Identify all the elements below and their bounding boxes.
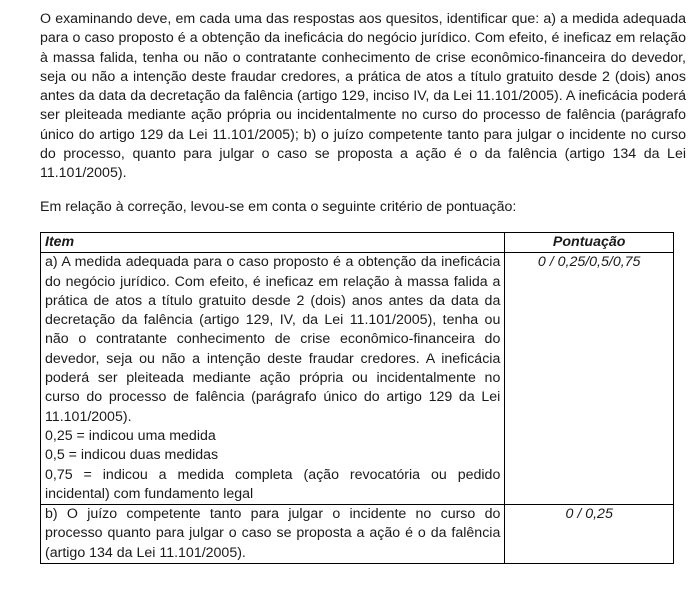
table-row (41, 505, 674, 564)
criterion-line: 0,5 = indicou duas medidas (45, 447, 219, 464)
item-a-text: a) A medida adequada para o caso proposto é a obtenção da ineficácia do negócio jurídico. Com efeito, é ineficaz em relação à massa falida a prática de atos a título gratuito desde 2 (dois) anos antes da data da decretação da falência (artigo 129, IV, da Lei 11.101/2005), tenha ou não o contratante conhecimento de crise econômico-financeira do devedor, seja ou não a intenção deste fraudar credores. A ineficácia poderá ser pleiteada mediante ação própria ou incidentalmente no curso do processo de falência (parágrafo único do artigo 129 da Lei 11.101/2005). (45, 254, 501, 425)
criteria-intro: Em relação à correção, levou-se em conta o seguinte critério de pontuação: (40, 198, 517, 215)
table-row (41, 253, 674, 505)
answer-paragraph: O examinando deve, em cada uma das respostas aos quesitos, identificar que: a) a medida adequada para o caso proposto é a obtenção da ineficácia do negócio jurídico. Com efeito, é ineficaz em relação à massa falida, tenha ou não o contratante conhecimento de crise econômico-financeira do devedor, seja ou não a intenção deste fraudar credores, a prática de atos a título gratuito desde 2 (dois) anos antes da data da decretação da falência (artigo 129, inciso IV, da Lei 11.101/2005). A ineficácia poderá ser pleiteada mediante ação própria ou incidentalmente no curso do processo de falência (parágrafo único do artigo 129 da Lei 11.101/2005); b) o juízo competente tanto para julgar o incidente no curso do processo, quanto para julgar o caso se proposta a ação é o da falência (artigo 134 da Lei 11.101/2005). (40, 11, 686, 182)
criterion-line: 0,25 = indicou uma medida (45, 427, 216, 444)
table-header-row (41, 232, 674, 252)
score-cell-a: 0 / 0,25/0,5/0,75 (505, 253, 674, 505)
criterion-line: 0,75 = indicou a medida completa (ação revocatória ou pedido incidental) com fundamento legal (45, 466, 501, 502)
item-cell-a (41, 253, 505, 505)
header-score: Pontuação (505, 232, 674, 252)
header-item: Item (41, 232, 505, 252)
item-cell-b (41, 505, 505, 564)
score-cell-b: 0 / 0,25 (505, 505, 674, 564)
item-b-text: b) O juízo competente tanto para julgar o incidente no curso do processo quanto para julgar o caso se proposta a ação é o da falência (artigo 134 da Lei 11.101/2005). (45, 506, 501, 561)
scoring-table (40, 232, 674, 564)
